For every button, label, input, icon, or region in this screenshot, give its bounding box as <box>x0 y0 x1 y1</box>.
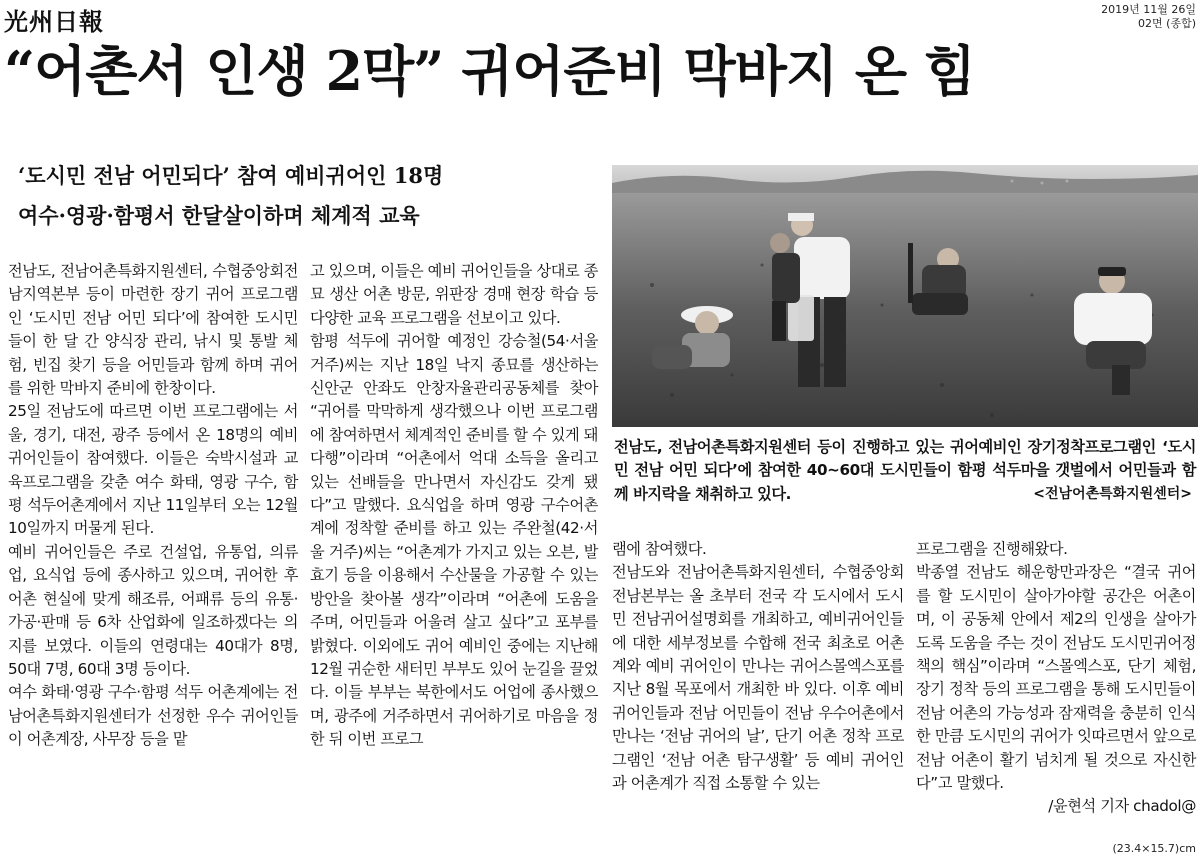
article-column-4 <box>916 538 1196 819</box>
newspaper-masthead: 光州日報 <box>4 7 104 36</box>
article-size-note: (23.4×15.7)cm <box>1112 842 1196 855</box>
dateline <box>1101 3 1196 31</box>
paragraph: 함평 석두에 귀어할 예정인 강승철(54·서울 거주)씨는 지난 18일 낙지 종묘를 생산하는 신안군 안좌도 안창자율관리공동체를 찾아 “귀어를 막막하게 생각했으나 이번 프로그램에 참여하면서 체계적인 준비를 할 수 있게 돼 다행”이라며 “어촌에서 억대 소득을 올리고 있는 선배들을 만나면서 자신감도 갖게 됐다”고 말했다. 요식업을 하며 영광 구수어촌계에 정착할 준비를 하고 있는 주완철(42·서울 거주)씨는 “어촌계가 가지고 있는 오븐, 발효기 등을 이용해서 수산물을 가공할 수 있는 방안을 찾아볼 생각”이라며 “어촌에 도움을 주며, 어민들과 어울려 살고 싶다”고 포부를 밝혔다. 이외에도 귀어 예비인 중에는 지난해 12월 귀순한 새터민 부부도 있어 눈길을 끌었다. 이들 부부는 북한에서도 어업에 종사했으며, 광주에 거주하면서 귀어하기로 마음을 정한 뒤 이번 프로그 <box>310 332 598 749</box>
paragraph: 예비 귀어인들은 주로 건설업, 유통업, 의류업, 요식업 등에 종사하고 있으며, 귀어한 후 어촌 현실에 맞게 해조류, 어패류 등의 유통·가공·판매 등 6차 산업화에 일조하겠다는 의지를 보였다. 이들의 연령대는 40대가 8명, 50대 7명, 60대 3명 등이다. <box>8 542 298 678</box>
paragraph: 전남도와 전남어촌특화지원센터, 수협중앙회 전남본부는 올 초부터 전국 각 도시에서 도시민 전남귀어설명회를 개최하고, 예비귀어인들에 대한 세부정보를 수합해 전국 최초로 어촌계와 예비 귀어인이 만나는 귀어스몰엑스포를 지난 8월 목포에서 개최한 바 있다. 이후 예비 귀어인들과 전남 어민들이 전남 우수어촌에서 만나는 ‘전남 귀어의 날’, 단기 어촌 정착 프로그램인 ‘전남 어촌 탐구생활’ 등 예비 귀어인과 어촌계가 직접 소통할 수 있는 <box>612 563 904 793</box>
paragraph: 프로그램을 진행해왔다. <box>916 540 1068 558</box>
article-column-1 <box>8 260 298 752</box>
paragraph: 고 있으며, 이들은 예비 귀어인들을 상대로 종묘 생산 어촌 방문, 위판장 경매 현장 학습 등 다양한 교육 프로그램을 선보이고 있다. <box>310 262 598 327</box>
paragraph: 전남도, 전남어촌특화지원센터, 수협중앙회전남지역본부 등이 마련한 장기 귀어 프로그램인 ‘도시민 전남 어민 되다’에 참여한 도시민들이 한 달 간 양식장 관리, 낚시 및 통발 체험, 빈집 찾기 등을 어민들과 함께 하며 귀어를 위한 막바지 준비에 한창이다. <box>8 262 298 398</box>
page-number: 02면 (종합) <box>1138 17 1196 30</box>
photo-caption: 전남도, 전남어촌특화지원센터 등이 진행하고 있는 귀어예비인 장기정착프로그램인 ‘도시민 전남 어민 되다’에 참여한 40~60대 도시민들이 함평 석두마을 갯벌에서 어민들과 함께 바지락을 채취하고 있다. <box>614 438 1196 503</box>
paragraph: 박종열 전남도 해운항만과장은 “결국 귀어를 할 도시민이 살아가야할 공간은 어촌이며, 이 공동체 안에서 제2의 인생을 살아가도록 도움을 주는 것이 전남도 도시민귀어정책의 핵심”이라며 “스몰엑스포, 단기 체험, 장기 정착 등의 프로그램을 통해 도시민들이 전남 어촌의 가능성과 잠재력을 충분히 인식한 만큼 도시민의 귀어가 잇따르면서 앞으로 전남 어촌이 활기 넘치게 될 것으로 자신한다”고 말했다. <box>916 563 1196 793</box>
tidal-flat-photo-illustration <box>612 165 1198 427</box>
subheadline-2: 여수·영광·함평서 한달살이하며 체계적 교육 <box>18 203 420 228</box>
headline: “어촌서 인생 2막” 귀어준비 막바지 온 힘 <box>4 39 975 103</box>
paragraph: 25일 전남도에 따르면 이번 프로그램에는 서울, 경기, 대전, 광주 등에서 온 18명의 예비 귀어인들이 참여했다. 이들은 숙박시설과 교육프로그램을 갖춘 여수 화태, 영광 구수, 함평 석두어촌계에서 지난 11일부터 오는 12월 10일까지 머물게 된다. <box>8 402 298 538</box>
reporter-byline: /윤현석 기자 chadol@ <box>1048 797 1196 816</box>
article-column-3 <box>612 538 904 795</box>
article-column-2 <box>310 260 598 752</box>
publication-date: 2019년 11월 26일 <box>1101 3 1196 16</box>
news-photo <box>612 165 1198 427</box>
paragraph: 여수 화태·영광 구수·함평 석두 어촌계에는 전남어촌특화지원센터가 선정한 우수 귀어인들이 어촌계장, 사무장 등을 맡 <box>8 683 298 749</box>
photo-credit: <전남어촌특화지원센터> <box>1033 486 1192 502</box>
paragraph: 램에 참여했다. <box>612 540 707 558</box>
subheadline-1: ‘도시민 전남 어민되다’ 참여 예비귀어인 18명 <box>18 163 444 188</box>
